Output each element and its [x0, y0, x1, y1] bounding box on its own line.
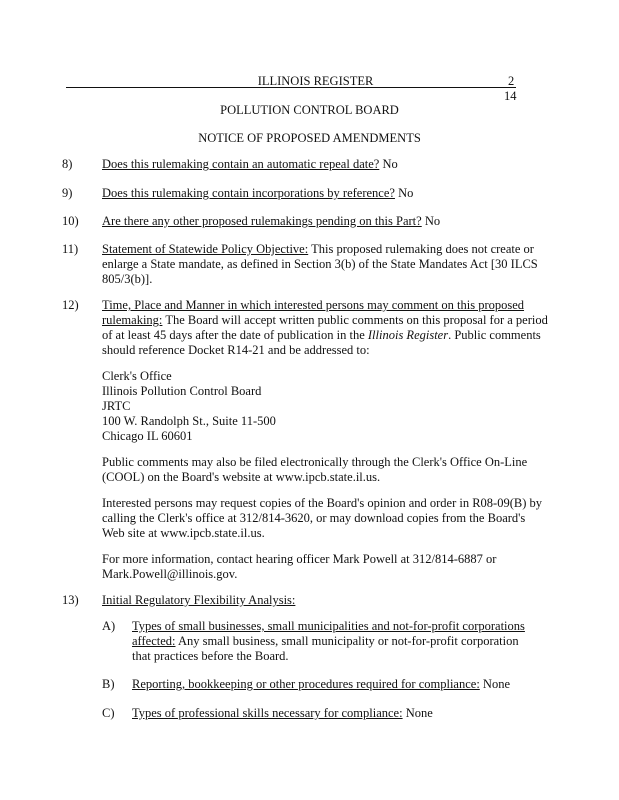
- item-13-number: 13): [62, 593, 79, 607]
- register-title: ILLINOIS REGISTER: [257, 74, 374, 88]
- item-8: [102, 157, 548, 172]
- item-13-a-heading-1: Types of small businesses, small municipalities and not-for-profit corporations: [132, 619, 525, 633]
- item-9-answer: No: [398, 186, 414, 200]
- copies-line-2: calling the Clerk's office at 312/814-3620, or may download copies from the Board's: [102, 511, 526, 525]
- item-11-line-3: 805/3(b)].: [102, 272, 153, 286]
- item-13-b-label: B): [102, 677, 115, 691]
- copies-line-1: Interested persons may request copies of the Board's opinion and order in R08-09(B) by: [102, 496, 542, 510]
- item-13-c-label: C): [102, 706, 115, 720]
- item-13-a-label: A): [102, 619, 116, 633]
- item-13-a-line-3: that practices before the Board.: [132, 649, 289, 663]
- contact-line-2: Mark.Powell@illinois.gov.: [102, 567, 238, 581]
- item-13-b-answer: None: [482, 677, 510, 691]
- cool-line-2: (COOL) on the Board's website at www.ipcb.state.il.us.: [102, 470, 381, 484]
- address-line-2: Illinois Pollution Control Board: [102, 384, 262, 398]
- notice-title: NOTICE OF PROPOSED AMENDMENTS: [198, 131, 421, 145]
- item-10-answer: No: [424, 214, 441, 228]
- item-12-heading-2: rulemaking:: [102, 313, 163, 327]
- register-year: 14: [504, 89, 517, 103]
- item-10-question: Are there any other proposed rulemakings pending on this Part?: [102, 214, 422, 228]
- item-12-line-3: should reference Docket R14-21 and be addressed to:: [102, 343, 370, 357]
- item-13-b-heading: Reporting, bookkeeping or other procedures required for compliance:: [132, 677, 480, 691]
- cool-line-1: Public comments may also be filed electronically through the Clerk's Office On-Line: [102, 455, 528, 469]
- item-13-c-answer: None: [405, 706, 433, 720]
- page-number: 2: [508, 74, 515, 88]
- address-line-1: Clerk's Office: [102, 369, 172, 383]
- item-13-b: [132, 677, 542, 692]
- item-11-number: 11): [62, 242, 79, 256]
- address-line-5: Chicago IL 60601: [102, 429, 193, 443]
- address-line-4: 100 W. Randolph St., Suite 11-500: [102, 414, 276, 428]
- item-12-line-1: rulemaking: The Board will accept written public comments on this proposal for a period: [102, 313, 548, 327]
- item-12-heading-1: Time, Place and Manner in which interested persons may comment on this proposed: [102, 298, 525, 312]
- item-12-number: 12): [62, 298, 79, 312]
- item-8-question: Does this rulemaking contain an automatic repeal date?: [102, 157, 380, 171]
- item-13-heading: Initial Regulatory Flexibility Analysis:: [102, 593, 296, 607]
- item-12-line-2: of at least 45 days after the date of publication in the Illinois Register. Public comments: [102, 328, 541, 342]
- copies-line-3: Web site at www.ipcb.state.il.us.: [102, 526, 265, 540]
- address-line-3: JRTC: [102, 399, 131, 413]
- item-13-c-heading: Types of professional skills necessary for compliance:: [132, 706, 403, 720]
- item-9-number: 9): [62, 186, 73, 200]
- agency-title: POLLUTION CONTROL BOARD: [220, 103, 399, 117]
- item-10-number: 10): [62, 214, 79, 228]
- item-8-number: 8): [62, 157, 73, 171]
- item-13-a-line-2: affected: Any small business, small municipality or not-for-profit corporation: [132, 634, 519, 648]
- item-11-line-1: Statement of Statewide Policy Objective: This proposed rulemaking does not create or: [102, 242, 534, 256]
- item-11-line-2: enlarge a State mandate, as defined in Section 3(b) of the State Mandates Act [30 ILCS: [102, 257, 538, 271]
- publication-name: Illinois Register: [367, 328, 449, 342]
- item-9-question: Does this rulemaking contain incorporations by reference?: [102, 186, 395, 200]
- item-11-heading: Statement of Statewide Policy Objective:: [102, 242, 309, 256]
- item-13-c: [132, 706, 542, 721]
- contact-line-1: For more information, contact hearing officer Mark Powell at 312/814-6887 or: [102, 552, 497, 566]
- item-10: [102, 214, 548, 229]
- item-9: [102, 186, 548, 201]
- item-8-answer: No: [382, 157, 398, 171]
